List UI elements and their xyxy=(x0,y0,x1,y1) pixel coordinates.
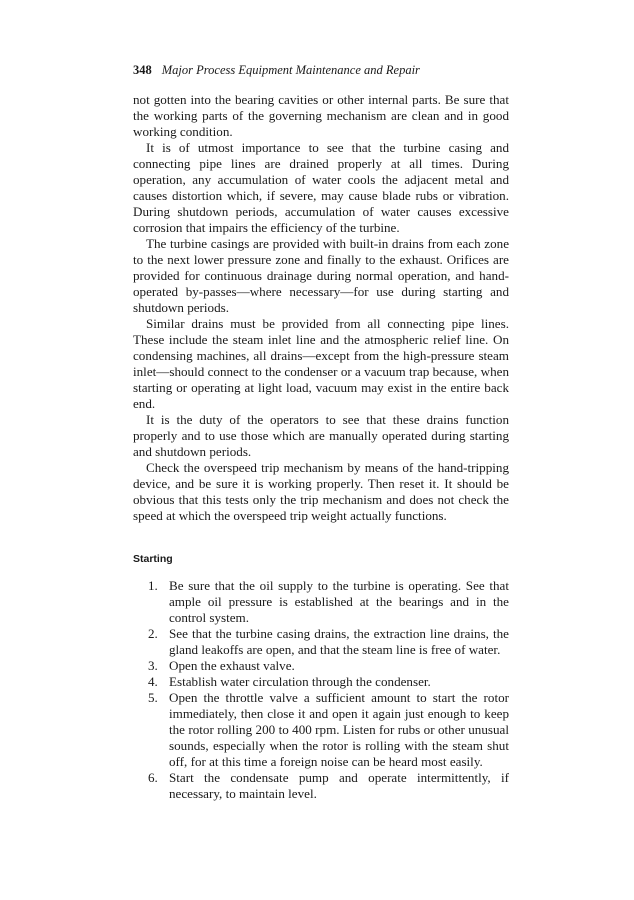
paragraph: It is of utmost importance to see that the turbine casing and connecting pipe lines are drained properly at all times. During operation, any accumulation of water cools the adjacent metal and causes distortion which, if severe, may cause blade rubs or vibration. During shutdown periods, accumulation of water causes excessive corrosion that impairs the efficiency of the turbine. xyxy=(133,140,509,235)
paragraph: not gotten into the bearing cavities or other internal parts. Be sure that the working parts of the governing mechanism are clean and in good working condition. xyxy=(133,92,509,139)
numbered-list xyxy=(133,578,509,802)
page-number: 348 xyxy=(133,63,152,77)
paragraph: Similar drains must be provided from all connecting pipe lines. These include the steam inlet line and the atmospheric relief line. On condensing machines, all drains—except from the high-pressure steam inlet—should connect to the condenser or a vacuum trap because, when starting or operating at light load, vacuum may exist in the entire back end. xyxy=(133,316,509,411)
list-item-number: 4. xyxy=(148,674,158,689)
list-item-text: Start the condensate pump and operate intermittently, if necessary, to maintain level. xyxy=(169,770,509,801)
list-item xyxy=(148,770,509,802)
paragraph: The turbine casings are provided with built-in drains from each zone to the next lower pressure zone and finally to the exhaust. Orifices are provided for continuous drainage during normal operation, and hand-operated by-passes—where necessary—for use during starting and shutdown periods. xyxy=(133,236,509,315)
list-item-number: 1. xyxy=(148,578,158,593)
section-heading: Starting xyxy=(133,553,173,565)
list-item-text: Establish water circulation through the condenser. xyxy=(169,674,431,689)
book-page xyxy=(133,62,509,802)
list-item-text: Open the throttle valve a sufficient amount to start the rotor immediately, then close it and open it again just enough to keep the rotor rolling 200 to 400 rpm. Listen for rubs or other unusual sounds, especially when the rotor is rolling with the steam shut off, for at this time a foreign noise can be heard most easily. xyxy=(169,690,509,769)
running-head xyxy=(133,62,509,78)
list-item-text: Be sure that the oil supply to the turbine is operating. See that ample oil pressure is established at the bearings and in the control system. xyxy=(169,578,509,625)
list-item-text: Open the exhaust valve. xyxy=(169,658,295,673)
body-text xyxy=(133,92,509,524)
list-item-number: 2. xyxy=(148,626,158,641)
paragraph: It is the duty of the operators to see that these drains function properly and to use those which are manually operated during starting and shutdown periods. xyxy=(133,412,509,459)
list-item xyxy=(148,626,509,658)
list-item-number: 6. xyxy=(148,770,158,785)
list-item-text: See that the turbine casing drains, the extraction line drains, the gland leakoffs are open, and that the steam line is free of water. xyxy=(169,626,509,657)
book-title: Major Process Equipment Maintenance and Repair xyxy=(161,63,420,77)
list-item-number: 5. xyxy=(148,690,158,705)
list-item xyxy=(148,674,509,690)
list-item xyxy=(148,658,509,674)
list-item xyxy=(148,578,509,626)
paragraph: Check the overspeed trip mechanism by means of the hand-tripping device, and be sure it is working properly. Then reset it. It should be obvious that this tests only the trip mechanism and does not check the speed at which the overspeed trip weight actually functions. xyxy=(133,460,509,523)
list-item-number: 3. xyxy=(148,658,158,673)
list-item xyxy=(148,690,509,770)
